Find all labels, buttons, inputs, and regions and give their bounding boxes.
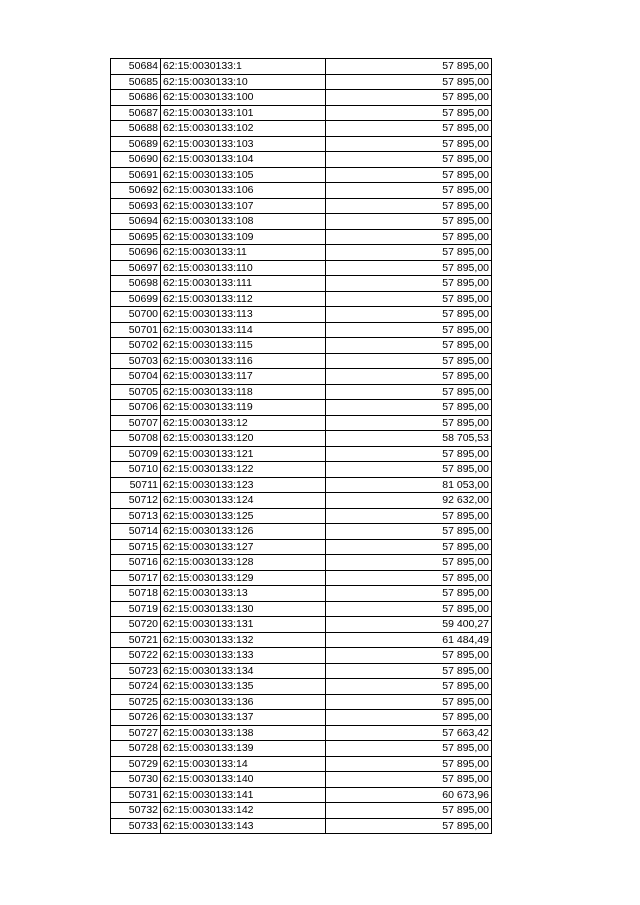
- cadastral-number-cell: 62:15:0030133:106: [161, 183, 326, 199]
- row-number-cell: 50713: [111, 508, 161, 524]
- value-cell: 57 895,00: [326, 322, 492, 338]
- document-page: [110, 58, 491, 834]
- cadastral-number-cell: 62:15:0030133:103: [161, 136, 326, 152]
- cadastral-number-cell: 62:15:0030133:111: [161, 276, 326, 292]
- row-number-cell: 50688: [111, 121, 161, 137]
- row-number-cell: 50704: [111, 369, 161, 385]
- value-cell: 57 895,00: [326, 648, 492, 664]
- row-number-cell: 50698: [111, 276, 161, 292]
- value-cell: 57 895,00: [326, 663, 492, 679]
- value-cell: 57 895,00: [326, 710, 492, 726]
- value-cell: 57 895,00: [326, 198, 492, 214]
- value-cell: 57 895,00: [326, 167, 492, 183]
- row-number-cell: 50720: [111, 617, 161, 633]
- row-number-cell: 50728: [111, 741, 161, 757]
- value-cell: 57 895,00: [326, 570, 492, 586]
- cadastral-number-cell: 62:15:0030133:13: [161, 586, 326, 602]
- table-row: [111, 90, 492, 106]
- value-cell: 57 895,00: [326, 105, 492, 121]
- table-row: [111, 291, 492, 307]
- row-number-cell: 50697: [111, 260, 161, 276]
- cadastral-number-cell: 62:15:0030133:143: [161, 818, 326, 834]
- value-cell: 59 400,27: [326, 617, 492, 633]
- value-cell: 57 895,00: [326, 353, 492, 369]
- cadastral-number-cell: 62:15:0030133:128: [161, 555, 326, 571]
- cadastral-number-cell: 62:15:0030133:127: [161, 539, 326, 555]
- row-number-cell: 50716: [111, 555, 161, 571]
- row-number-cell: 50695: [111, 229, 161, 245]
- row-number-cell: 50694: [111, 214, 161, 230]
- cadastral-number-cell: 62:15:0030133:100: [161, 90, 326, 106]
- cadastral-number-cell: 62:15:0030133:114: [161, 322, 326, 338]
- cadastral-number-cell: 62:15:0030133:110: [161, 260, 326, 276]
- cadastral-number-cell: 62:15:0030133:107: [161, 198, 326, 214]
- value-cell: 57 895,00: [326, 90, 492, 106]
- cadastral-number-cell: 62:15:0030133:102: [161, 121, 326, 137]
- cadastral-number-cell: 62:15:0030133:11: [161, 245, 326, 261]
- cadastral-number-cell: 62:15:0030133:126: [161, 524, 326, 540]
- row-number-cell: 50700: [111, 307, 161, 323]
- value-cell: 57 895,00: [326, 229, 492, 245]
- value-cell: 57 895,00: [326, 803, 492, 819]
- row-number-cell: 50733: [111, 818, 161, 834]
- table-row: [111, 772, 492, 788]
- table-row: [111, 260, 492, 276]
- cadastral-number-cell: 62:15:0030133:112: [161, 291, 326, 307]
- cadastral-number-cell: 62:15:0030133:122: [161, 462, 326, 478]
- value-cell: 57 895,00: [326, 307, 492, 323]
- cadastral-number-cell: 62:15:0030133:10: [161, 74, 326, 90]
- value-cell: 57 895,00: [326, 508, 492, 524]
- cadastral-number-cell: 62:15:0030133:115: [161, 338, 326, 354]
- cadastral-number-cell: 62:15:0030133:130: [161, 601, 326, 617]
- cadastral-number-cell: 62:15:0030133:1: [161, 59, 326, 75]
- cadastral-number-cell: 62:15:0030133:108: [161, 214, 326, 230]
- row-number-cell: 50689: [111, 136, 161, 152]
- table-row: [111, 462, 492, 478]
- table-row: [111, 539, 492, 555]
- value-cell: 57 895,00: [326, 276, 492, 292]
- cadastral-number-cell: 62:15:0030133:138: [161, 725, 326, 741]
- table-row: [111, 555, 492, 571]
- table-row: [111, 322, 492, 338]
- row-number-cell: 50709: [111, 446, 161, 462]
- table-row: [111, 663, 492, 679]
- value-cell: 57 895,00: [326, 152, 492, 168]
- table-row: [111, 338, 492, 354]
- value-cell: 57 895,00: [326, 446, 492, 462]
- table-row: [111, 617, 492, 633]
- cadastral-value-table: [110, 58, 492, 834]
- table-row: [111, 229, 492, 245]
- value-cell: 60 673,96: [326, 787, 492, 803]
- table-row: [111, 353, 492, 369]
- cadastral-number-cell: 62:15:0030133:101: [161, 105, 326, 121]
- row-number-cell: 50703: [111, 353, 161, 369]
- row-number-cell: 50707: [111, 415, 161, 431]
- cadastral-number-cell: 62:15:0030133:105: [161, 167, 326, 183]
- value-cell: 57 895,00: [326, 601, 492, 617]
- cadastral-number-cell: 62:15:0030133:129: [161, 570, 326, 586]
- table-row: [111, 152, 492, 168]
- table-row: [111, 787, 492, 803]
- table-row: [111, 632, 492, 648]
- row-number-cell: 50701: [111, 322, 161, 338]
- value-cell: 57 895,00: [326, 260, 492, 276]
- row-number-cell: 50690: [111, 152, 161, 168]
- row-number-cell: 50730: [111, 772, 161, 788]
- table-body: [111, 59, 492, 834]
- value-cell: 81 053,00: [326, 477, 492, 493]
- table-row: [111, 198, 492, 214]
- value-cell: 57 895,00: [326, 756, 492, 772]
- table-row: [111, 524, 492, 540]
- value-cell: 57 895,00: [326, 818, 492, 834]
- row-number-cell: 50723: [111, 663, 161, 679]
- cadastral-number-cell: 62:15:0030133:141: [161, 787, 326, 803]
- row-number-cell: 50718: [111, 586, 161, 602]
- table-row: [111, 694, 492, 710]
- cadastral-number-cell: 62:15:0030133:139: [161, 741, 326, 757]
- table-row: [111, 74, 492, 90]
- value-cell: 57 895,00: [326, 245, 492, 261]
- row-number-cell: 50705: [111, 384, 161, 400]
- value-cell: 57 895,00: [326, 214, 492, 230]
- value-cell: 92 632,00: [326, 493, 492, 509]
- table-row: [111, 136, 492, 152]
- table-row: [111, 431, 492, 447]
- table-row: [111, 167, 492, 183]
- cadastral-number-cell: 62:15:0030133:104: [161, 152, 326, 168]
- value-cell: 57 895,00: [326, 136, 492, 152]
- cadastral-number-cell: 62:15:0030133:125: [161, 508, 326, 524]
- row-number-cell: 50719: [111, 601, 161, 617]
- cadastral-number-cell: 62:15:0030133:120: [161, 431, 326, 447]
- table-row: [111, 803, 492, 819]
- row-number-cell: 50693: [111, 198, 161, 214]
- value-cell: 57 895,00: [326, 679, 492, 695]
- value-cell: 57 895,00: [326, 400, 492, 416]
- table-row: [111, 446, 492, 462]
- table-row: [111, 679, 492, 695]
- table-row: [111, 756, 492, 772]
- cadastral-number-cell: 62:15:0030133:14: [161, 756, 326, 772]
- row-number-cell: 50710: [111, 462, 161, 478]
- table-row: [111, 570, 492, 586]
- cadastral-number-cell: 62:15:0030133:124: [161, 493, 326, 509]
- table-row: [111, 741, 492, 757]
- cadastral-number-cell: 62:15:0030133:121: [161, 446, 326, 462]
- value-cell: 57 895,00: [326, 524, 492, 540]
- row-number-cell: 50685: [111, 74, 161, 90]
- table-row: [111, 415, 492, 431]
- cadastral-number-cell: 62:15:0030133:12: [161, 415, 326, 431]
- cadastral-number-cell: 62:15:0030133:132: [161, 632, 326, 648]
- table-row: [111, 105, 492, 121]
- row-number-cell: 50702: [111, 338, 161, 354]
- table-row: [111, 477, 492, 493]
- value-cell: 57 895,00: [326, 291, 492, 307]
- table-row: [111, 493, 492, 509]
- cadastral-number-cell: 62:15:0030133:140: [161, 772, 326, 788]
- value-cell: 57 895,00: [326, 59, 492, 75]
- cadastral-number-cell: 62:15:0030133:142: [161, 803, 326, 819]
- value-cell: 57 895,00: [326, 694, 492, 710]
- row-number-cell: 50732: [111, 803, 161, 819]
- table-row: [111, 183, 492, 199]
- value-cell: 57 895,00: [326, 415, 492, 431]
- value-cell: 57 895,00: [326, 74, 492, 90]
- value-cell: 57 895,00: [326, 369, 492, 385]
- cadastral-number-cell: 62:15:0030133:137: [161, 710, 326, 726]
- table-row: [111, 59, 492, 75]
- cadastral-number-cell: 62:15:0030133:109: [161, 229, 326, 245]
- value-cell: 57 895,00: [326, 539, 492, 555]
- value-cell: 57 895,00: [326, 741, 492, 757]
- row-number-cell: 50692: [111, 183, 161, 199]
- table-row: [111, 818, 492, 834]
- value-cell: 57 895,00: [326, 555, 492, 571]
- row-number-cell: 50729: [111, 756, 161, 772]
- cadastral-number-cell: 62:15:0030133:131: [161, 617, 326, 633]
- row-number-cell: 50696: [111, 245, 161, 261]
- table-row: [111, 384, 492, 400]
- row-number-cell: 50699: [111, 291, 161, 307]
- value-cell: 57 895,00: [326, 338, 492, 354]
- value-cell: 57 895,00: [326, 384, 492, 400]
- table-row: [111, 508, 492, 524]
- table-row: [111, 214, 492, 230]
- value-cell: 57 895,00: [326, 772, 492, 788]
- table-row: [111, 725, 492, 741]
- row-number-cell: 50714: [111, 524, 161, 540]
- table-row: [111, 586, 492, 602]
- cadastral-number-cell: 62:15:0030133:118: [161, 384, 326, 400]
- value-cell: 61 484,49: [326, 632, 492, 648]
- table-row: [111, 276, 492, 292]
- value-cell: 57 663,42: [326, 725, 492, 741]
- value-cell: 58 705,53: [326, 431, 492, 447]
- table-row: [111, 307, 492, 323]
- cadastral-number-cell: 62:15:0030133:117: [161, 369, 326, 385]
- row-number-cell: 50711: [111, 477, 161, 493]
- table-row: [111, 369, 492, 385]
- row-number-cell: 50717: [111, 570, 161, 586]
- row-number-cell: 50712: [111, 493, 161, 509]
- cadastral-number-cell: 62:15:0030133:113: [161, 307, 326, 323]
- row-number-cell: 50708: [111, 431, 161, 447]
- table-row: [111, 121, 492, 137]
- cadastral-number-cell: 62:15:0030133:123: [161, 477, 326, 493]
- cadastral-number-cell: 62:15:0030133:135: [161, 679, 326, 695]
- row-number-cell: 50721: [111, 632, 161, 648]
- cadastral-number-cell: 62:15:0030133:119: [161, 400, 326, 416]
- table-row: [111, 400, 492, 416]
- row-number-cell: 50706: [111, 400, 161, 416]
- row-number-cell: 50722: [111, 648, 161, 664]
- table-row: [111, 710, 492, 726]
- row-number-cell: 50691: [111, 167, 161, 183]
- value-cell: 57 895,00: [326, 121, 492, 137]
- table-row: [111, 648, 492, 664]
- cadastral-number-cell: 62:15:0030133:136: [161, 694, 326, 710]
- row-number-cell: 50684: [111, 59, 161, 75]
- cadastral-number-cell: 62:15:0030133:116: [161, 353, 326, 369]
- value-cell: 57 895,00: [326, 183, 492, 199]
- value-cell: 57 895,00: [326, 462, 492, 478]
- row-number-cell: 50686: [111, 90, 161, 106]
- row-number-cell: 50687: [111, 105, 161, 121]
- row-number-cell: 50727: [111, 725, 161, 741]
- cadastral-number-cell: 62:15:0030133:133: [161, 648, 326, 664]
- row-number-cell: 50715: [111, 539, 161, 555]
- row-number-cell: 50724: [111, 679, 161, 695]
- value-cell: 57 895,00: [326, 586, 492, 602]
- row-number-cell: 50726: [111, 710, 161, 726]
- table-row: [111, 245, 492, 261]
- row-number-cell: 50725: [111, 694, 161, 710]
- cadastral-number-cell: 62:15:0030133:134: [161, 663, 326, 679]
- table-row: [111, 601, 492, 617]
- row-number-cell: 50731: [111, 787, 161, 803]
